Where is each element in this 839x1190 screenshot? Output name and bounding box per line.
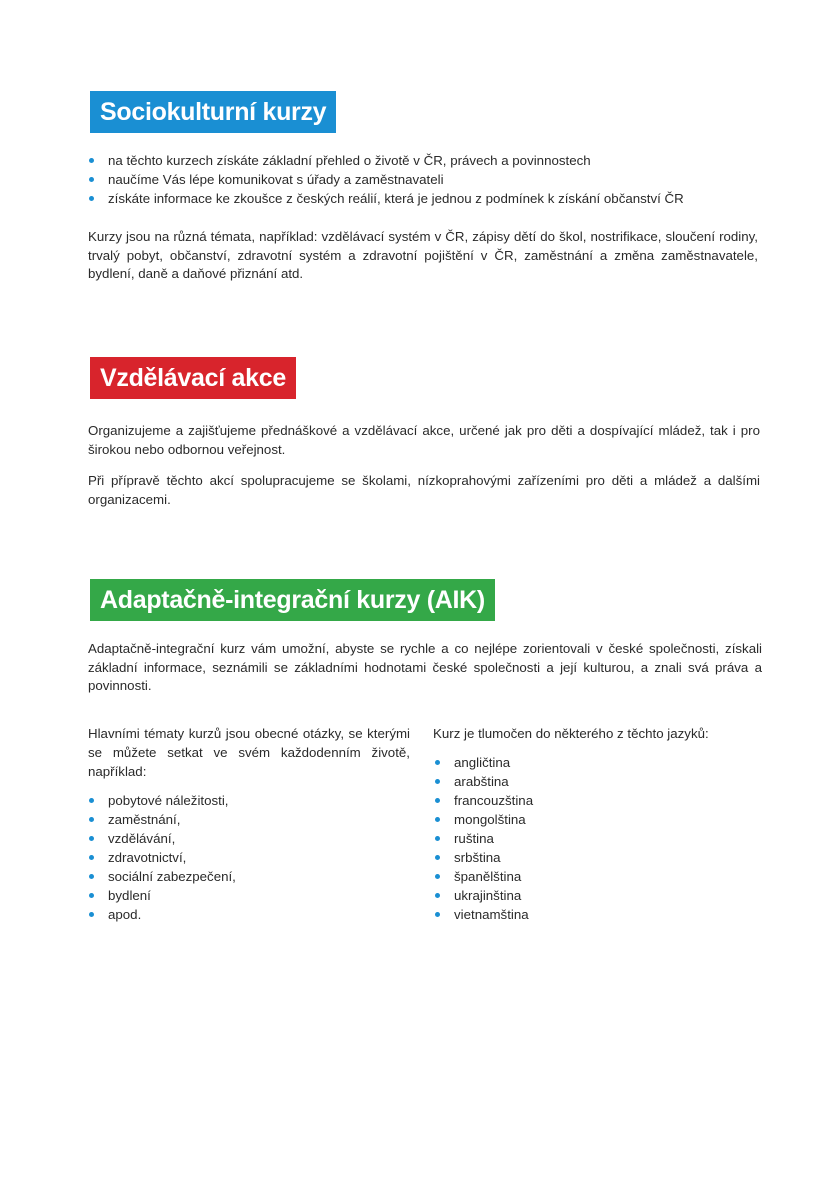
list-item: vietnamština [434, 905, 533, 924]
list-item: zdravotnictví, [88, 848, 236, 867]
list-item: získáte informace ke zkoušce z českých reálií, která je jednou z podmínek k získání občanství ČR [88, 189, 684, 208]
sociokulturni-paragraph: Kurzy jsou na různá témata, například: vzdělávací systém v ČR, zápisy dětí do škol, nostrifikace, sloučení rodiny, trvalý pobyt, občanství, zdravotní systém a zdravotní pojištění v ČR, zaměstnání a změna zaměstnavatele, bydlení, daně a daňové přiznání atd. [88, 229, 758, 281]
aik-languages-intro: Kurz je tlumočen do některého z těchto jazyků: [433, 726, 709, 741]
list-item: vzdělávání, [88, 829, 236, 848]
list-item: španělština [434, 867, 533, 886]
list-item: ukrajinština [434, 886, 533, 905]
list-item: naučíme Vás lépe komunikovat s úřady a zaměstnavateli [88, 170, 684, 189]
list-item: pobytové náležitosti, [88, 791, 236, 810]
aik-topics-list [88, 791, 236, 924]
list-item: francouzština [434, 791, 533, 810]
list-item: na těchto kurzech získáte základní přehled o životě v ČR, právech a povinnostech [88, 151, 684, 170]
list-item: mongolština [434, 810, 533, 829]
vzdelavaci-paragraph-2: Při přípravě těchto akcí spolupracujeme se školami, nízkoprahovými zařízeními pro děti a mládež a dalšími organizacemi. [88, 473, 760, 507]
aik-languages-list [434, 753, 533, 924]
list-item: srbština [434, 848, 533, 867]
sociokulturni-bullet-list [88, 151, 684, 208]
list-item: arabština [434, 772, 533, 791]
section-heading-aik: Adaptačně-integrační kurzy (AIK) [90, 579, 495, 621]
aik-paragraph: Adaptačně-integrační kurz vám umožní, abyste se rychle a co nejlépe zorientovali v české společnosti, získali základní informace, seznámili se základními hodnotami české společnosti a její kulturou, a znali svá práva a povinnosti. [88, 641, 762, 693]
section-heading-vzdelavaci: Vzdělávací akce [90, 357, 296, 399]
list-item: sociální zabezpečení, [88, 867, 236, 886]
list-item: angličtina [434, 753, 533, 772]
list-item: bydlení [88, 886, 236, 905]
aik-topics-intro: Hlavními tématy kurzů jsou obecné otázky, se kterými se můžete setkat ve svém každodenním životě, například: [88, 726, 410, 779]
section-heading-sociokulturni: Sociokulturní kurzy [90, 91, 336, 133]
vzdelavaci-paragraph-1: Organizujeme a zajišťujeme přednáškové a vzdělávací akce, určené jak pro děti a dospívající mládež, tak i pro širokou nebo odbornou veřejnost. [88, 423, 760, 457]
list-item: apod. [88, 905, 236, 924]
list-item: zaměstnání, [88, 810, 236, 829]
list-item: ruština [434, 829, 533, 848]
